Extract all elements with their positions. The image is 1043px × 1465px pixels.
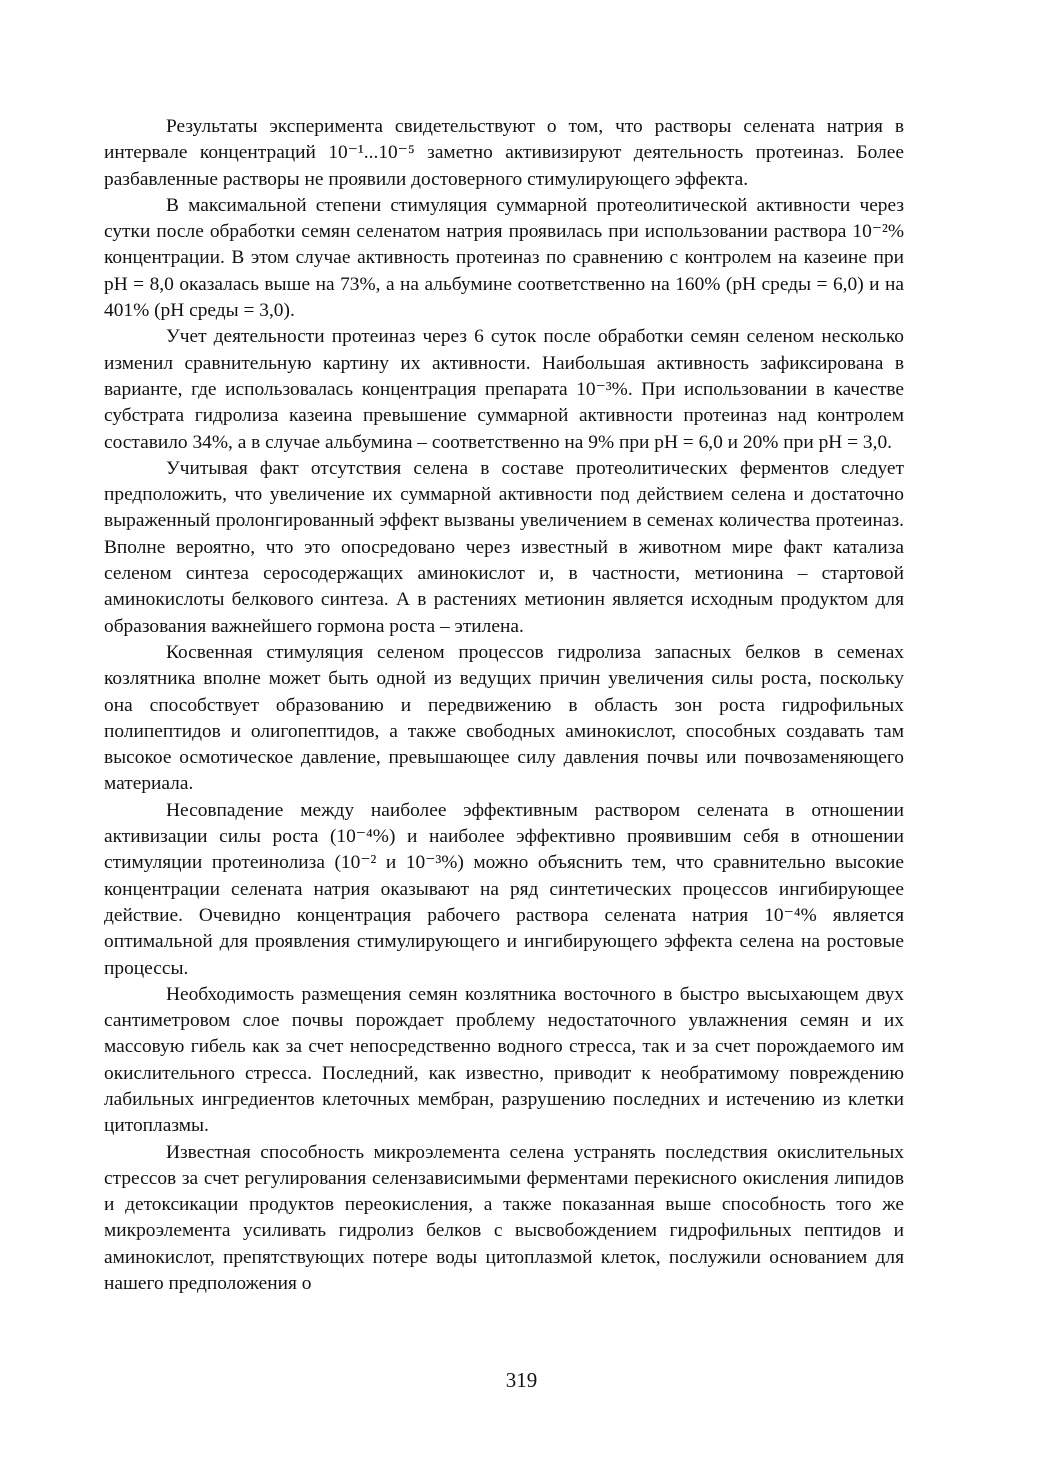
paragraph-7: Необходимость размещения семян козлятника восточного в быстро высыхающем двух сантиметровом слое почвы порождает проблему недостаточного увлажнения семян и их массовую гибель как за счет непосредственно водного стресса, так и за счет порождаемого им окислительного стресса. Последний, как известно, приводит к необратимому повреждению лабильных ингредиентов клеточных мембран, разрушению последних и истечению из клетки цитоплазмы. — [104, 983, 904, 1137]
paragraph-2: В максимальной степени стимуляция суммарной протеолитической активности через сутки после обработки семян селенатом натрия проявилась при использовании раствора 10⁻²% концентрации. В этом случае активность протеиназ по сравнению с контролем на казеине при pH = 8,0 оказалась выше на 73%, а на альбумине соответственно на 160% (pH среды = 6,0) и на 401% (pH среды = 3,0). — [104, 194, 904, 322]
page-body — [104, 114, 904, 1297]
paragraph-6: Несовпадение между наиболее эффективным раствором селената в отношении активизации силы роста (10⁻⁴%) и наиболее эффективно проявившим себя в отношении стимуляции протеинолиза (10⁻² и 10⁻³%) можно объяснить тем, что сравнительно высокие концентрации селената натрия оказывают на ряд синтетических процессов ингибирующее действие. Очевидно концентрация рабочего раствора селената натрия 10⁻⁴% является оптимальной для проявления стимулирующего и ингибирующего эффекта селена на ростовые процессы. — [104, 799, 904, 979]
paragraph-3: Учет деятельности протеиназ через 6 суток после обработки семян селеном несколько изменил сравнительную картину их активности. Наибольшая активность зафиксирована в варианте, где использовалась концентрация препарата 10⁻³%. При использовании в качестве субстрата гидролиза казеина превышение суммарной активности протеиназ над контролем составило 34%, а в случае альбумина – соответственно на 9% при pH = 6,0 и 20% при pH = 3,0. — [104, 326, 904, 453]
paragraph-1: Результаты эксперимента свидетельствуют о том, что растворы селената натрия в интервале концентраций 10⁻¹...10⁻⁵ заметно активизируют деятельность протеиназ. Более разбавленные растворы не проявили достоверного стимулирующего эффекта. — [104, 116, 904, 190]
page-number: 319 — [505, 1368, 538, 1392]
paragraph-5: Косвенная стимуляция селеном процессов гидролиза запасных белков в семенах козлятника вполне может быть одной из ведущих причин увеличения силы роста, поскольку она способствует образованию и передвижению в область зон роста гидрофильных полипептидов и олигопептидов, а также свободных аминокислот, способных создавать там высокое осмотическое давление, превышающее силу давления почвы или почвозаменяющего материала. — [104, 641, 904, 795]
paragraph-8: Известная способность микроэлемента селена устранять последствия окислительных стрессов за счет регулирования селензависимыми ферментами перекисного окисления липидов и детоксикации продуктов переокисления, а также показанная выше способность того же микроэлемента усиливать гидролиз белков с высвобождением гидрофильных пептидов и аминокислот, препятствующих потере воды цитоплазмой клеток, послужили основанием для нашего предположения о — [104, 1141, 904, 1295]
paragraph-4: Учитывая факт отсутствия селена в составе протеолитических ферментов следует предположить, что увеличение их суммарной активности под действием селена и достаточно выраженный пролонгированный эффект вызваны увеличением в семенах количества протеиназ. Вполне вероятно, что это опосредовано через известный в животном мире факт катализа селеном синтеза серосодержащих аминокислот и, в частности, метионина – стартовой аминокислоты белкового синтеза. А в растениях метионин является исходным продуктом для образования важнейшего гормона роста – этилена. — [104, 457, 904, 637]
